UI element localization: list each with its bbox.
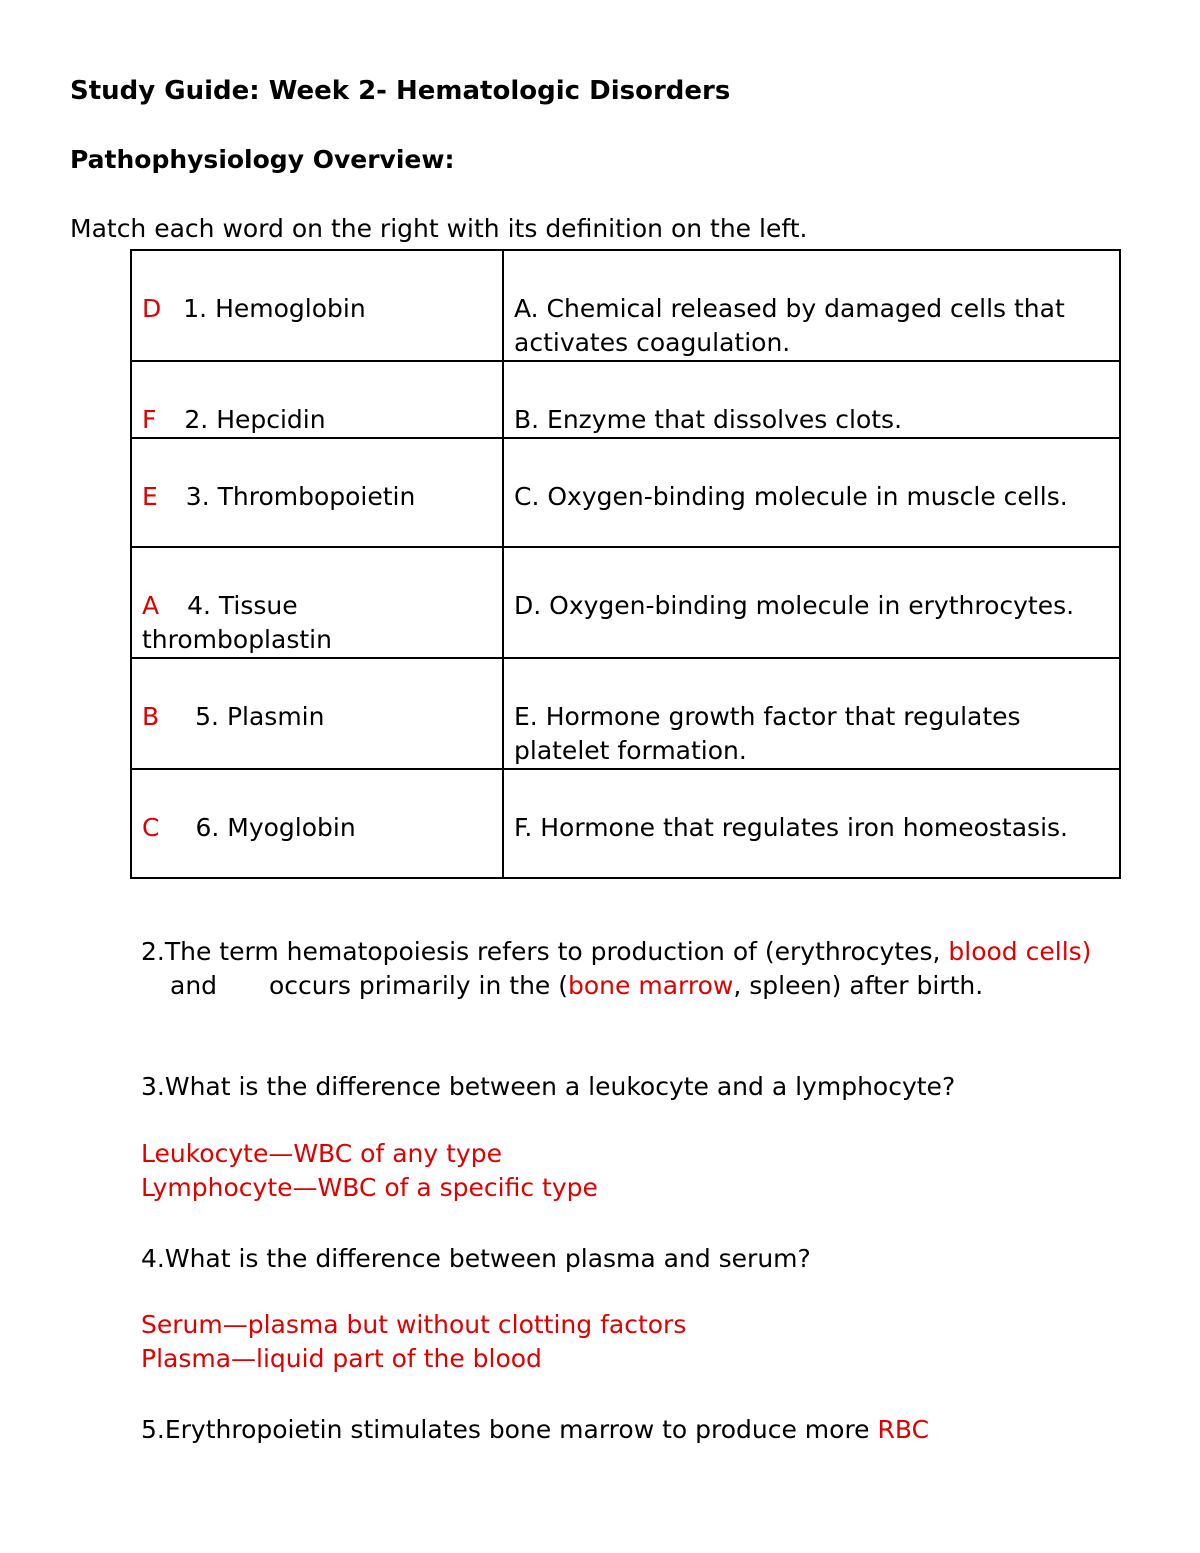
definition-text: E. Hormone growth factor that regulates platelet formation. [514, 702, 1021, 765]
term-label-continued: thromboplastin [142, 625, 332, 654]
answer-letter: B [142, 702, 160, 731]
term-label: 2. Hepcidin [184, 405, 326, 434]
page-title: Study Guide: Week 2- Hematologic Disorders [70, 76, 731, 106]
answer-serum: Serum—plasma but without clotting factors [141, 1310, 687, 1339]
answer-plasma: Plasma—liquid part of the blood [141, 1344, 542, 1373]
term-cell [131, 658, 503, 769]
definition-cell [503, 769, 1120, 878]
term-cell [131, 361, 503, 438]
table-row [131, 250, 1120, 361]
answer-letter: C [142, 813, 160, 842]
matching-table [130, 249, 1121, 879]
answer-letter: E [142, 482, 158, 511]
answer-lymphocyte: Lymphocyte—WBC of a specific type [141, 1173, 598, 1202]
term-label: 5. Plasmin [195, 702, 325, 731]
definition-cell [503, 547, 1120, 658]
table-row [131, 547, 1120, 658]
question-text: The term hematopoiesis refers to production of (erythrocytes, [164, 937, 949, 966]
term-label: 6. Myoglobin [195, 813, 356, 842]
definition-text: C. Oxygen-binding molecule in muscle cells. [514, 482, 1068, 511]
question-5 [141, 1413, 929, 1447]
term-label: 3. Thrombopoietin [185, 482, 416, 511]
definition-text: B. Enzyme that dissolves clots. [514, 405, 903, 434]
definition-cell [503, 658, 1120, 769]
definition-text: D. Oxygen-binding molecule in erythrocytes. [514, 591, 1075, 620]
table-row [131, 658, 1120, 769]
question-text: 5.Erythropoietin stimulates bone marrow to produce more [141, 1415, 878, 1444]
question-3: 3.What is the difference between a leukocyte and a lymphocyte? [141, 1072, 956, 1101]
table-row [131, 361, 1120, 438]
answer-leukocyte: Leukocyte—WBC of any type [141, 1139, 502, 1168]
term-label: 4. Tissue [187, 591, 298, 620]
table-row [131, 769, 1120, 878]
answer-rbc: RBC [877, 1415, 930, 1444]
answer-blood-cells: blood cells) [948, 937, 1092, 966]
matching-instructions: Match each word on the right with its definition on the left. [70, 214, 808, 243]
question-4: 4.What is the difference between plasma and serum? [141, 1244, 811, 1273]
term-cell [131, 438, 503, 547]
definition-cell [503, 361, 1120, 438]
table-row [131, 438, 1120, 547]
question-text: and [170, 971, 225, 1000]
question-number: 2. [141, 937, 165, 966]
answer-letter: F [142, 405, 157, 434]
definition-text: A. Chemical released by damaged cells that activates coagulation. [514, 294, 1065, 357]
section-heading: Pathophysiology Overview: [70, 145, 455, 174]
question-text: occurs primarily in the ( [268, 971, 569, 1000]
term-cell [131, 250, 503, 361]
answer-letter: A [142, 591, 160, 620]
question-text: , spleen) after birth. [733, 971, 984, 1000]
term-label: 1. Hemoglobin [183, 294, 366, 323]
answer-letter: D [142, 294, 162, 323]
definition-cell [503, 438, 1120, 547]
question-2 [141, 935, 1121, 1003]
term-cell [131, 769, 503, 878]
answer-bone-marrow: bone marrow [568, 971, 734, 1000]
definition-text: F. Hormone that regulates iron homeostasis. [514, 813, 1068, 842]
definition-cell [503, 250, 1120, 361]
term-cell [131, 547, 503, 658]
